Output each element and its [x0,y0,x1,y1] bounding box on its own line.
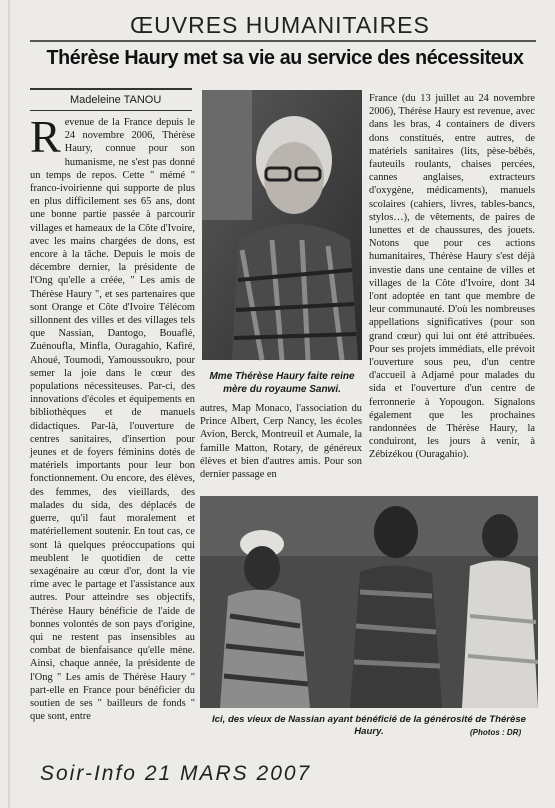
article-headline: Thérèse Haury met sa vie au service des nécessiteux [46,46,524,69]
drop-cap: R [30,111,61,162]
column-1-text: evenue de la France depuis le 24 novembre 2006, Thérèse Haury, connue pour son humanisme, ne s'est pas donné un temps de repos. Cette " mémé " franco-ivoirienne qui supporte de plus en plus difficilement ses 65 ans, dont une bonne partie passée à parcourir villages et hameaux de la Côte d'Ivoire, avec les mains chargées de dons, est encore à la tâche. Depuis le mois de décembre dernier, la présidente de l'Ong qu'elle a créée, " Les amis de Thérèse Haury ", et ses partenaires que sont Orange et Côte d'Ivoire Télécom sillonnent des villes et des villages tels que Nassian, Dantogo, Bouaflé, Zuénoufla, Minfla, Ouragahio, Kafiré, Ahoué, Toumodi, Yamoussoukro, pour semer la joie dans le cœur des populations nécessiteuses. Par-ci, des innovations d'écoles et équipements en bibliothèques et de manuels didactiques. Par-là, l'ouverture de centres sanitaires, d'insertion pour jeunes et de foyers féminins dotés de matériels importants pour leur bon fonctionnement. Ou encore, des élèves, des femmes, des vieillards, des malades du sida, des déplacés de guerre, qu'il faut moralement et matériellement soutenir. En tout cas, ce sont là quelques préoccupations qui meublent le quotidien de cette sexagénaire au cœur d'or, dont la vie rime avec le partage et l'assistance aux autres. Pour atteindre ses objectifs, Thérèse Haury bénéficie de l'aide de bonnes volontés de son pays d'origine, qui ne restent pas insensibles au combat de bienfaisance qu'elle mène. Ainsi, chaque année, la présidente de l'Ong " Les amis de Thérèse Haury " part-elle en France pour bénéficier du soutien de ses " bailleurs de fonds " que sont, entre [30,117,195,723]
scan-edge [8,0,10,808]
group-illustration [200,496,538,708]
portrait-photo [202,90,362,360]
handwritten-source-note: Soir-Info 21 MARS 2007 [40,762,312,785]
article-column-1 [30,111,195,723]
article-column-2: autres, Map Monaco, l'association du Prince Albert, Cerp Nancy, les écoles Avion, Berck, Montreuil et Aumale, la famille Matton, Rotary, de généreux élèves et bien d'autres amis. Pour son dernier passage en [200,403,362,481]
article-column-3: France (du 13 juillet au 24 novembre 2006), Thérèse Haury est revenue, avec dans les bras, 4 containers de divers dons constitués, entre autres, de matériels sanitaires (lits, pèse-bébés, fauteuils roulants, chaises percées, cannes anglaises, extracteurs d'oxygène, médicaments), manuels scolaires (cahiers, livres, tables-bancs, stylos…), de vêtements, de paires de lunettes et de chaussures, des jouets. Notons que pour ces actions humanitaires, Thérèse Haury s'est déjà investie dans une centaine de villes et villages de la Côte d'Ivoire, dont 34 l'ont adoptée en tant que membre de leur communauté. D'où les nombreuses appellations significatives (pour son grand cœur) qui lui ont été attribuées. Pour ses projets immédiats, elle prévoit l'ouverture sous peu, d'un centre d'accueil à Adjamé pour malades du sida et l'ouverture d'un centre de ferronnerie à Yopougon. Signalons également que les prochaines randonnées de Thérèse Haury, la conduiront, les jours à venir, à Zébizékou (Ouragahio). [369,93,535,461]
group-caption: Ici, des vieux de Nassian ayant bénéficié de la générosité de Thérèse Haury. [211,714,527,737]
portrait-caption: Mme Thérèse Haury faite reine mère du royaume Sanwi. [209,371,355,395]
portrait-illustration [202,90,362,360]
author-byline: Madeleine TANOU [30,88,192,111]
section-rubric: ŒUVRES HUMANITAIRES [130,12,430,38]
group-photo [200,496,538,708]
photo-credit: (Photos : DR) [470,728,522,737]
